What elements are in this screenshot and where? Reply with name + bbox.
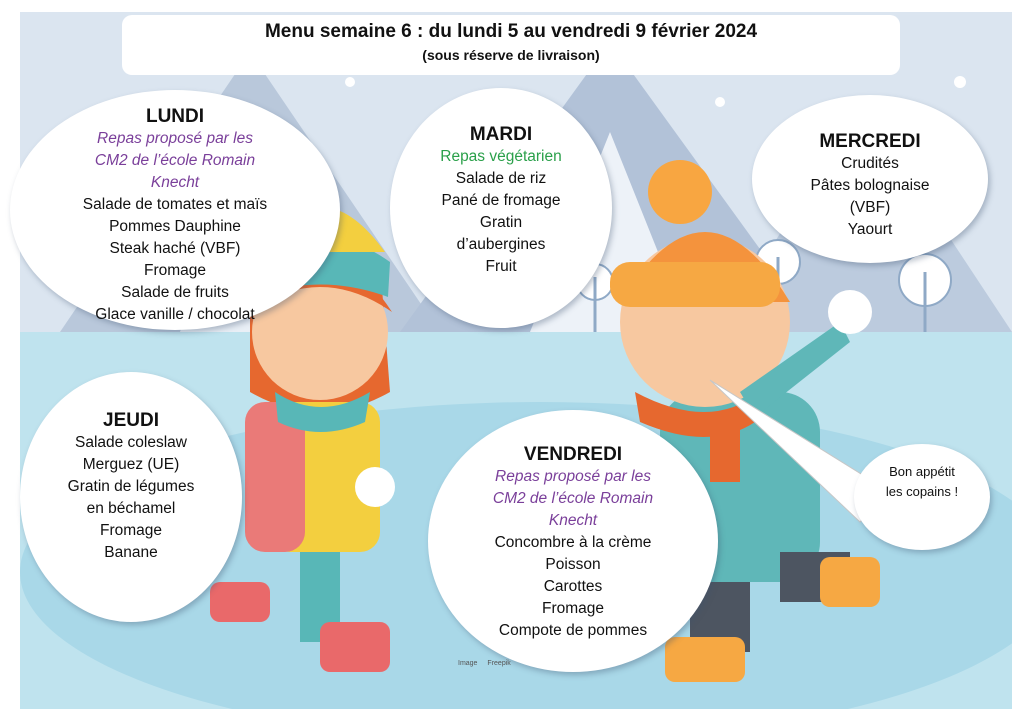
menu-item: (VBF): [849, 199, 891, 216]
bubble-jeudi: [20, 372, 242, 622]
menu-item: Poisson: [545, 556, 601, 573]
day-label-mercredi: MERCREDI: [819, 131, 921, 152]
bubble-lundi: [10, 90, 340, 330]
credit-source: Freepik: [487, 660, 511, 667]
bubble-vendredi: [428, 410, 718, 672]
menu-item: Pâtes bolognaise: [810, 177, 930, 194]
menu-item: Glace vanille / chocolat: [95, 306, 255, 323]
day-label-lundi: LUNDI: [145, 106, 205, 127]
menu-item: Salade coleslaw: [74, 434, 187, 451]
bubble-mercredi: [752, 95, 988, 263]
menu-item: Carottes: [543, 578, 603, 595]
day-label-mardi: MARDI: [469, 124, 533, 145]
day-label-jeudi: JEUDI: [103, 410, 159, 431]
menu-item: Salade de riz: [455, 170, 547, 187]
menu-item: Salade de fruits: [121, 284, 229, 301]
menu-item: Pané de fromage: [441, 192, 561, 209]
menu-header: [122, 15, 900, 75]
menu-item: Crudités: [841, 155, 899, 172]
speech-text: Bon appétit les copains !: [885, 464, 959, 499]
menu-subtitle: (sous réserve de livraison): [422, 47, 600, 63]
menu-item: Banane: [104, 544, 158, 561]
menu-title: Menu semaine 6 : du lundi 5 au vendredi 9 février 2024: [264, 21, 758, 42]
menu-item: Merguez (UE): [82, 456, 180, 473]
image-credit: [458, 660, 519, 667]
menu-item: Salade de tomates et maïs: [82, 196, 268, 213]
tag-vegetarien: Repas végétarien: [440, 148, 562, 165]
note-vendredi: Repas proposé par les CM2 de l’école Romain Knecht: [492, 468, 654, 529]
menu-item: Fromage: [143, 262, 207, 279]
menu-item: Concombre à la crème: [494, 534, 652, 551]
bubble-mardi: [390, 88, 612, 328]
menu-item: en béchamel: [86, 500, 176, 517]
menu-item: d’aubergines: [456, 236, 546, 253]
menu-item: Steak haché (VBF): [109, 240, 241, 257]
menu-item: Fruit: [485, 258, 517, 275]
menu-item: Gratin de légumes: [67, 478, 195, 495]
day-label-vendredi: VENDREDI: [523, 444, 623, 465]
menu-item: Pommes Dauphine: [109, 218, 241, 235]
menu-item: Fromage: [541, 600, 605, 617]
menu-item: Compote de pommes: [498, 622, 648, 639]
menu-item: Gratin: [479, 214, 523, 231]
menu-item: Yaourt: [847, 221, 893, 238]
credit-label: Image: [458, 660, 478, 667]
speech-bubble: [854, 444, 990, 550]
menu-item: Fromage: [99, 522, 163, 539]
note-lundi: Repas proposé par les CM2 de l’école Romain Knecht: [94, 130, 256, 191]
